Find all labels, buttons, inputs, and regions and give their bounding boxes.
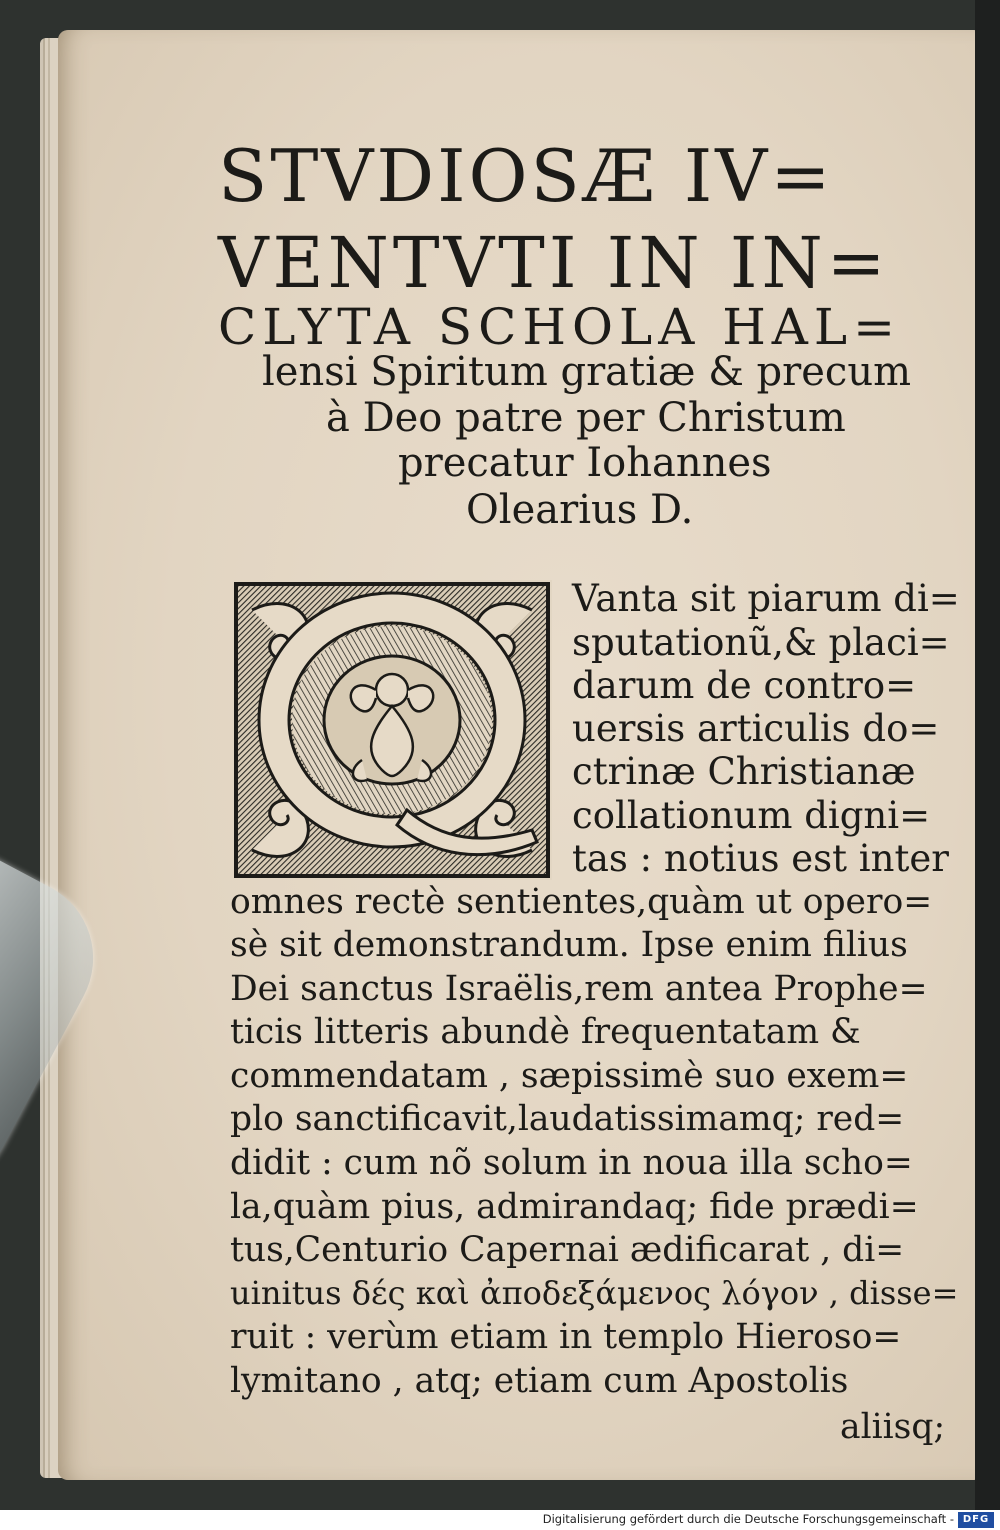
- decorated-initial-q: [232, 580, 552, 880]
- body-line-1: omnes rectè sentientes,quàm ut opero=: [230, 882, 933, 922]
- body-line-beside-7: tas : notius est inter: [572, 837, 949, 880]
- catchword: aliisq;: [840, 1407, 946, 1447]
- body-line-11: ruit : verùm etiam in templo Hieroso=: [230, 1317, 902, 1357]
- subtitle-line-4: Olearius D.: [466, 487, 694, 533]
- body-line-7: didit : cum nõ solum in noua illa scho=: [230, 1143, 913, 1183]
- body-line-beside-3: darum de contro=: [572, 664, 917, 707]
- body-line-8: la,quàm pius, admirandaq; fide prædi=: [230, 1187, 919, 1227]
- footer-credit: Digitalisierung gefördert durch die Deutsche Forschungsgemeinschaft -: [542, 1512, 954, 1526]
- body-line-2: sè sit demonstrandum. Ipse enim filius: [230, 925, 908, 965]
- subtitle-line-2: à Deo patre per Christum: [326, 395, 846, 441]
- body-line-4: ticis litteris abundè frequentatam &: [230, 1012, 861, 1052]
- woodcut-initial-icon: [232, 580, 552, 880]
- title-line-2: VENTVTI IN IN=: [218, 222, 890, 304]
- body-line-9: tus,Centurio Capernai ædificarat , di=: [230, 1230, 905, 1270]
- body-line-beside-5: ctrinæ Christianæ: [572, 750, 916, 793]
- subtitle-line-3: precatur Iohannes: [398, 440, 772, 486]
- subtitle-line-1: lensi Spiritum gratiæ & precum: [262, 349, 912, 395]
- title-line-3: CLYTA SCHOLA HAL=: [218, 298, 902, 356]
- dfg-logo-icon: DFG: [958, 1512, 994, 1528]
- body-line-10: uinitus δές καὶ ἀποδεξάμενος λόγον , disse=: [230, 1274, 959, 1312]
- body-line-beside-4: uersis articulis do=: [572, 707, 940, 750]
- body-line-beside-1: Vanta sit piarum di=: [572, 577, 960, 620]
- body-line-12: lymitano , atq; etiam cum Apostolis: [230, 1361, 849, 1401]
- body-line-6: plo sanctificavit,laudatissimamq; red=: [230, 1099, 905, 1139]
- title-line-1: STVDIOSÆ IV=: [218, 134, 834, 218]
- scan-right-edge: [975, 0, 1000, 1510]
- body-line-beside-6: collationum digni=: [572, 794, 931, 837]
- body-line-beside-2: sputationũ,& placi=: [572, 621, 950, 664]
- body-line-5: commendatam , sæpissimè suo exem=: [230, 1056, 909, 1096]
- body-line-3: Dei sanctus Israëlis,rem antea Prophe=: [230, 969, 928, 1009]
